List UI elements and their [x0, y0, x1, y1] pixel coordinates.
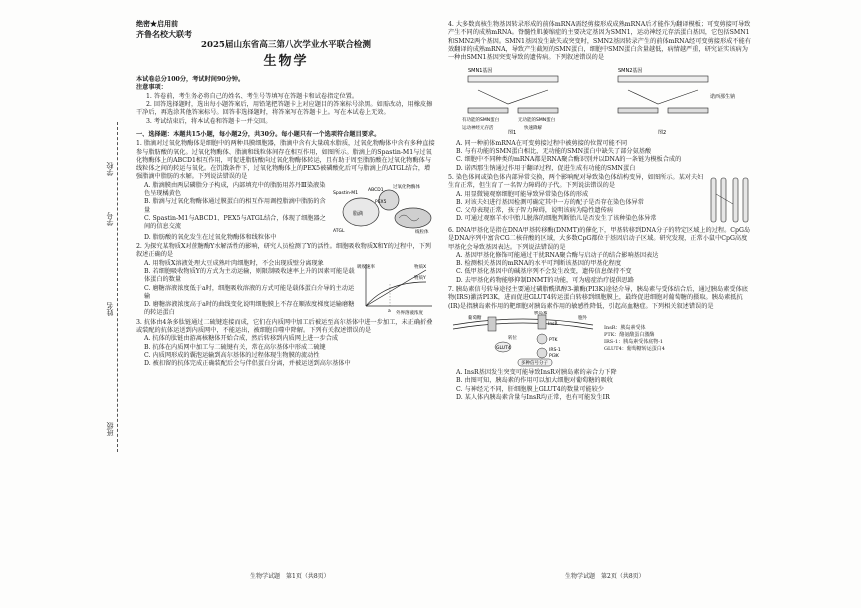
option: C. 磨糖溶液浓度低于a时，细胞吸收溶液的方式可能是载体蛋白介导的主动运输: [144, 284, 355, 300]
option: B. 脂滴与过氧化物酶体通过膜蛋白的相互作用调控脂滴中脂肪的含量: [144, 198, 326, 214]
fig-label: PEX5: [375, 199, 387, 205]
question-4: [448, 21, 753, 173]
fig-label: 快速降解: [524, 126, 542, 132]
option: C. 父母表现正常，孩子智力障碍，说明该病为隐性遗传病: [456, 207, 613, 215]
fig-label: 有功能的SMN蛋白: [462, 118, 500, 124]
option: A. 用物质X溶液处理大豆成熟叶肉细胞时，不会出现质壁分离现象: [144, 259, 324, 267]
fig-label: GLUT4: [496, 345, 511, 351]
question-5: [448, 174, 753, 226]
exam-title: 2025届山东省高三第八次学业水平联合检测: [200, 39, 371, 50]
fig-label: 脂滴: [353, 210, 364, 217]
option: C. 内质网形成的囊泡运输到高尔基体的过程体现生物膜的流动性: [144, 351, 320, 359]
right-page: [448, 20, 753, 402]
question-stem: 7. 胰岛素信号转导途径主要通过磷脂酰肌醇3-激酶(PI3K)途径介导，胰岛素与受体结合后，通过胰岛素受体底物(IRS)激活PI3K，进而促进GLUT4转运蛋白转移到细胞膜上，最终促进细胞对葡萄糖的摄取。胰岛素抵抗(IR)是指胰岛素作用的靶细胞对胰岛素作用的敏感性降低，引起高血糖症。下列相关叙述错误的是: [448, 286, 748, 310]
left-page: [136, 20, 436, 369]
notice-item: 2. 回答选择题时，选出每小题答案后，用铅笔把答题卡上对应题目的答案标号涂黑。如需改动，用橡皮擦干净后，再选涂其他答案标号。回答非选择题时，将答案写在答题卡上。写在本试卷上无效。: [136, 101, 433, 117]
question-3: [136, 319, 436, 369]
notice-title: 注意事项：: [136, 84, 167, 92]
question-stem: 6. DNA甲基化是指在DNA甲基转移酶(DNMT)的催化下，甲基转移到DNA分子的特定区域上的过程。CpG岛是DNA序列中富含CG二核苷酸的区域，大多数CpG都位于基因启动子区域。研究发现，正常小鼠中CpG高度甲基化会导致基因表达。下列说法错误的是: [448, 226, 751, 251]
option: C. 细胞中不同种类的mRNA都是RNA聚合酶识别并以DNA的一条链为模板合成的: [456, 156, 682, 164]
fig-label: ATGL: [333, 228, 345, 234]
fig-label: 运动神经元存活: [462, 126, 494, 132]
fig-label: 转位: [508, 335, 517, 341]
fig-label: 胞外: [578, 315, 587, 321]
notice-item: 3. 考试结束后，将本试卷和答题卡一并交回。: [146, 117, 272, 125]
fig-caption: 图1: [508, 130, 517, 135]
section-title: 一、选择题：本题共15小题，每小题2分，共30分。每小题只有一个选项符合题目要求。: [136, 130, 381, 138]
option: A. 同一种前体mRNA在可变剪接过程中被剪接的位置可能不同: [456, 139, 628, 147]
page-footer: 生物学试题 第1页（共8页）: [250, 573, 330, 580]
name-label: 姓名: [106, 302, 114, 316]
option: A. 用显微镜观察细胞可能导致异常染色体的形成: [456, 190, 589, 198]
chromosome-figure: [705, 174, 753, 226]
question-stem: 4. 大多数真核生物基因转录形成的前体mRNA需经剪接形成成熟mRNA后才能作为翻译模板；可变剪接可导致产生不同的成熟mRNA。脊髓性肌萎缩症的主要决定基因为SMN1，运动神经元存活蛋白基因，它包括SMN1和SMN2两个基因。SMN1基因发生缺失或突变时，SMN2基因转录产生的前体mRNA经可变剪接形成不能有效翻译的成熟mRNA，导致产生截短的SMN蛋白，细胞中SMN蛋白含量越低，病情越严重，研究证实该病为一种由SMN1基因突变导致的遗传病。下列叙述错误的是: [448, 21, 751, 62]
option: D. 磨糖溶液浓度高于a时的曲线变化说明细胞膜上不存在顺浓度梯度运输磨糖的转运蛋白: [144, 301, 355, 317]
threshold-label: a: [388, 308, 391, 314]
exam-union: 齐鲁名校大联考: [136, 29, 192, 40]
option: D. 可通过观察羊水中胎儿脱落的细胞判断胎儿是否发生了该种染色体异常: [456, 215, 657, 223]
legend-item: GLUT4：葡萄糖转运蛋白4: [604, 345, 665, 352]
subject-title: 生物学: [263, 53, 309, 69]
seal-line: [117, 122, 118, 452]
option: B. 对该夫妇进行基因检测可确定其中一方的配子是否存在染色体异常: [456, 198, 644, 206]
option: D. 脂肪酸的氧化发生在过氧化物酶体和线粒体中: [144, 233, 277, 241]
fig-label: SMN1基因: [468, 68, 493, 75]
fig-label: 诺西那生钠: [710, 94, 736, 101]
question-stem: 3. 抗体由4条多肽链通过二硫键连接而成，它们在内质网中加工后被运至高尔基体中进一步加工，未正确折叠或装配的抗体运送到内质网中，不能运出，被细胞自噬中降解。下列有关叙述错误的是: [136, 318, 433, 335]
splicing-figure: [448, 64, 748, 134]
fig-label: 过氧化物酶体: [393, 184, 420, 190]
question-stem: 2. 为探究某物质X对蔗糖酶Y水解活性的影响，研究人员检测了Y的活性。细胞吸收物质X和Y的过程中，下列叙述正确的是: [136, 243, 431, 259]
option: B. 由图可知，胰岛素的作用可以加大细胞对葡萄糖的吸收: [456, 377, 613, 385]
figure-legend: [604, 325, 665, 353]
option: D. 某人体内胰岛素含量与InsR均正常，也有可能发生IR: [456, 393, 610, 401]
fig-label: 葡萄糖: [468, 315, 482, 321]
uptake-chart: [356, 260, 436, 316]
fig-label: PI3K: [549, 353, 559, 359]
student-id-label: 学号: [106, 212, 114, 226]
x-axis-label: 外界溶液浓度: [396, 310, 423, 316]
fig-label: 胰岛素: [534, 310, 548, 316]
option: D. 被扣留的抗体完成正确装配后会与伴侣蛋白分离，并被运送到高尔基体中: [144, 360, 351, 368]
option: A. 抗体的肽链由游离核糖体开始合成，然后转移到内质网上进一步合成: [144, 335, 339, 343]
option: B. 与有功能的SMN蛋白相比，无功能的SMN蛋白中缺失了部分氨基酸: [456, 148, 652, 156]
legend-item: InsR：胰岛素受体: [604, 324, 646, 331]
fig-label: ABCD1: [368, 187, 384, 193]
question-6: [448, 227, 753, 285]
fig-label: InsR: [548, 321, 558, 327]
score-info: 本试卷总分100分，考试时间90分钟。: [136, 76, 245, 84]
option: D. 诺西那生钠通过作用于翻译过程，促进生成有功能的SMN蛋白: [456, 164, 636, 172]
option: C. Spastin-M1与ABCD1、PEX5与ATGL结合，体现了细胞器之间的信息交流: [144, 214, 326, 231]
notice-item: 1. 答卷前，考生务必将自己的姓名、考生号等填写在答题卡和试卷指定位置。: [146, 92, 359, 100]
option: C. 低甲基化基因中的碱基序列不会发生改变，遗传信息保持不变: [456, 268, 632, 276]
confidential-mark: 绝密★启用前: [136, 19, 178, 28]
fig-caption: 图2: [658, 130, 667, 135]
fig-label: Spastin-M1: [333, 190, 359, 196]
y-axis-label: 吸收速率: [357, 264, 375, 270]
option: A. 基因甲基化修饰可能通过干扰RNA聚合酶与启动子的结合影响基因表达: [456, 251, 659, 259]
fig-label: IRS-1: [549, 347, 561, 353]
question-stem: 5. 染色体间或染色体内部异常交换，两个影响配对导致染色体结构变异，如图所示。某对夫妇生育正常，但生育了一名智力障碍的子代。下列说法错误的是: [448, 173, 704, 190]
option: D. 去甲基化药物能够抑制DNMT的功能，可为癌症治疗提供思路: [456, 276, 635, 284]
question-1: [136, 140, 436, 242]
option: C. 与神经元不同，肝细胞膜上GLUT4的数量可能较少: [456, 385, 604, 393]
organelle-figure: [331, 182, 436, 234]
page-footer: 生物学试题 第2页（共8页）: [565, 573, 645, 580]
binding-margin: [103, 122, 127, 452]
option: A. 脂滴膜由两层磷脂分子构成，内部填充中的脂肪用苏丹Ⅲ染液染色呈现橘黄色: [144, 181, 326, 198]
legend-item: PTK：酪氨酸蛋白激酶: [604, 331, 655, 338]
fig-label: 无功能的SMN蛋白: [518, 118, 556, 124]
fig-label: 线粒体: [415, 229, 429, 234]
option: B. 抗体在内质网中加工与二硫键有关，常在高尔基体中形成二硫键: [144, 343, 326, 351]
option: B. 检测相关基因的mRNA的水平可判断该基因的甲基化程度: [456, 260, 622, 268]
class-label: 班级: [106, 422, 114, 436]
curve-label: 物质X: [414, 264, 427, 270]
fig-label: 多种信号分子: [521, 360, 548, 366]
fig-label: PTK: [549, 337, 558, 343]
curve-label: 物质Y: [414, 275, 426, 281]
option: B. 若细胞吸收物质Y的方式为主动运输，则限制吸收速率上升的因素可能是载体蛋白的数量: [144, 267, 355, 284]
legend-item: IRS-1：胰岛素受体底物-1: [604, 338, 664, 345]
question-7: [448, 286, 753, 402]
question-stem: 1. 脂滴对过氧化物酶体是细胞中的两种具膜细胞器，脂滴中含有大量疏水脂质，过氧化物酶体中含有多种直接参与脂肪酸的氧化。过氧化物酶体、脂滴和线粒体间存在相互作用，如图所示。脂滴上的Spastin-M1与过氧化物酶体上的ABCD1相互作用，可促进脂肪酸向过氧化物酶体转运，且有助于周至脂肪酸在过氧化物酶体与线粒体之间的转运与氧化。在饥饿条件下，过氧化物酶体上的PEX5被磷酸化后可与脂滴上的ATGL结合，增强脂滴中脂肪的水解。下列说法错误的是: [136, 140, 435, 181]
curve-y: [366, 282, 426, 306]
option: A. InsR基因发生突变可能导致InsR对胰岛素的亲合力下降: [456, 368, 617, 376]
question-2: [136, 243, 436, 318]
insulin-pathway-figure: [448, 311, 598, 369]
school-label: 学校: [106, 162, 114, 176]
fig-label: SMN2基因: [618, 68, 643, 75]
